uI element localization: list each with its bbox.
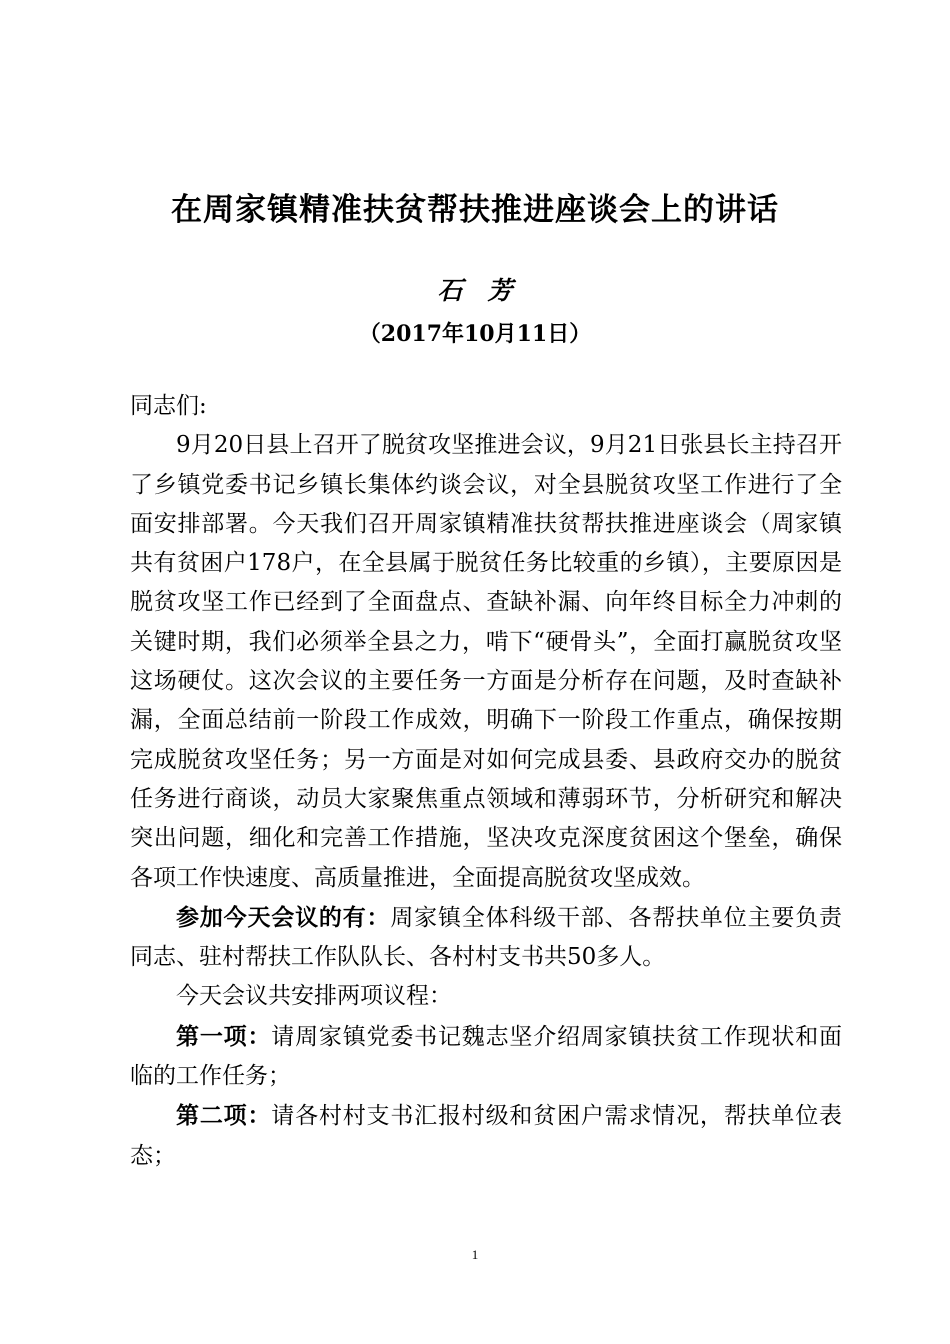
document-title: 在周家镇精准扶贫帮扶推进座谈会上的讲话	[171, 192, 779, 228]
salutation: 同志们:	[130, 393, 207, 419]
agenda-item-2	[130, 1096, 842, 1176]
attendees-text: 周家镇全体科级干部、各帮扶单位主要负责同志、驻村帮扶工作队队长、各村村支书共50多人。	[130, 904, 843, 971]
agenda-item-1	[130, 1017, 842, 1097]
agenda-item-1-text: 请周家镇党委书记魏志坚介绍周家镇扶贫工作现状和面临的工作任务；	[130, 1023, 843, 1090]
agenda-item-1-lead: 第一项：	[176, 1022, 272, 1050]
attendees-paragraph	[130, 898, 842, 978]
agenda-intro: 今天会议共安排两项议程：	[176, 983, 452, 1010]
author-name: 石 芳	[437, 276, 513, 305]
attendees-lead: 参加今天会议的有：	[176, 903, 391, 931]
intro-paragraph: 9月20日县上召开了脱贫攻坚推进会议，9月21日张县长主持召开了乡镇党委书记乡镇长集体约谈会议，对全县脱贫攻坚工作进行了全面安排部署。今天我们召开周家镇精准扶贫帮扶推进座谈会（周家镇共有贫困户178户，在全县属于脱贫任务比较重的乡镇），主要原因是脱贫攻坚工作已经到了全面盘点、查缺补漏、向年终目标全力冲刺的关键时期，我们必须举全县之力，啃下“硬骨头”，全面打赢脱贫攻坚这场硬仗。这次会议的主要任务一方面是分析存在问题，及时查缺补漏，全面总结前一阶段工作成效，明确下一阶段工作重点，确保按期完成脱贫攻坚任务；另一方面是对如何完成县委、县政府交办的脱贫任务进行商谈，动员大家聚焦重点领域和薄弱环节，分析研究和解决突出问题，细化和完善工作措施，坚决攻克深度贫困这个堡垒，确保各项工作快速度、高质量推进，全面提高脱贫攻坚成效。	[130, 432, 842, 891]
speech-date: （2017年10月11日）	[358, 321, 592, 347]
agenda-item-2-lead: 第二项：	[176, 1102, 272, 1130]
document-body	[130, 387, 842, 1176]
page-number: 1	[471, 1247, 479, 1262]
agenda-item-2-text: 请各村村支书汇报村级和贫困户需求情况，帮扶单位表态；	[130, 1103, 843, 1169]
